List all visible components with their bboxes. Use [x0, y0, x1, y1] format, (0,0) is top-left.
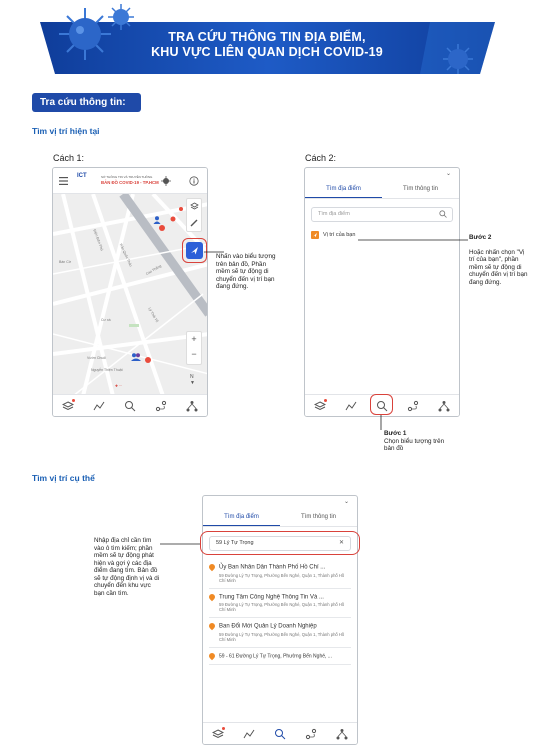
method3-note: Nhập địa chỉ cần tìm vào ô tìm kiếm; phần mềm sẽ tự động phát hiện và gợi ý các địa điểm đang tìm. Bản đồ sẽ tự động định vị và di chuyển đến khu vực bạn cần tìm.	[94, 537, 160, 597]
app-header-line2: BẢN ĐỒ COVID-19 - TP.HCM	[101, 180, 159, 185]
my-location-label: Vị trí của bạn	[323, 232, 356, 238]
result-item[interactable]	[209, 589, 351, 619]
title-line-2: KHU VỰC LIÊN QUAN DỊCH COVID-19	[151, 45, 383, 59]
map-label: Bàn Cờ	[59, 260, 72, 264]
tab-find-place[interactable]: Tìm địa điểm	[203, 510, 280, 526]
chevron-down-icon[interactable]: ⌄	[445, 171, 451, 177]
highlight-ring	[370, 394, 393, 415]
nav-route[interactable]	[304, 728, 318, 740]
route-icon	[305, 728, 317, 740]
step2-text: Hoặc nhấn chọn "Vị trí của bạn", phần mềm sẽ tự động di chuyển đến vị trí bạn đang đứng.	[469, 248, 528, 286]
step2-title: Bước 2	[469, 234, 492, 241]
map-view[interactable]	[53, 194, 208, 396]
map-label: Trần Quốc Thảo	[118, 242, 133, 268]
tabs	[203, 510, 357, 527]
result-item[interactable]	[209, 561, 351, 589]
callout-line	[160, 542, 200, 546]
search-value: 59 Lý Tự Trọng	[216, 540, 254, 546]
map-brand-logo: ✚ ···	[115, 384, 123, 388]
chart-icon	[93, 400, 105, 412]
subheading-specific-location: Tìm vị trí cụ thể	[32, 473, 95, 483]
nav-route[interactable]	[406, 400, 420, 412]
tabs	[305, 182, 459, 199]
pin-icon	[208, 563, 216, 571]
result-name: 59 - 61 Đường Lý Tự Trọng, Phường Bến Nghé, ...	[219, 653, 332, 660]
subheading-current-location: Tìm vị trí hiện tại	[32, 126, 100, 136]
clear-icon[interactable]: ✕	[338, 540, 344, 546]
bottom-nav	[53, 394, 207, 416]
highlight-ring	[200, 531, 360, 555]
virus-logo-icon	[161, 176, 171, 186]
zoom-controls	[186, 331, 202, 365]
nav-network[interactable]	[185, 400, 199, 412]
tab-find-info[interactable]: Tìm thông tin	[300, 514, 336, 520]
nav-layers[interactable]	[313, 400, 327, 412]
app-logo: ICT	[77, 173, 87, 179]
zoom-out-button[interactable]: −	[191, 349, 197, 359]
search-icon	[274, 728, 286, 740]
result-name: Ủy Ban Nhân Dân Thành Phố Hồ Chí ...	[219, 564, 326, 571]
method2-label: Cách 2:	[305, 153, 337, 163]
step1-text: Chọn biểu tượng trên bản đồ	[384, 437, 445, 452]
people-icon	[131, 353, 141, 361]
nav-network[interactable]	[437, 400, 451, 412]
map-label: Điện Biên Phủ	[92, 228, 104, 252]
map-label: Lý Thái Tổ	[147, 306, 160, 324]
app-header-line1: SỞ THÔNG TIN VÀ TRUYỀN THÔNG	[101, 175, 153, 179]
menu-icon[interactable]	[59, 177, 68, 185]
app-header	[53, 168, 208, 194]
map-label: Cư xá	[101, 318, 111, 322]
virus-icon	[106, 2, 136, 32]
nav-chart[interactable]	[242, 728, 256, 740]
tab-find-place[interactable]: Tìm địa điểm	[305, 182, 382, 198]
network-icon	[336, 728, 348, 740]
location-icon	[311, 231, 319, 239]
zoom-in-button[interactable]: +	[191, 334, 197, 344]
network-icon	[186, 400, 198, 412]
phone-map	[52, 167, 208, 417]
compass-icon[interactable]: N ▼	[190, 374, 195, 386]
result-address: 59 Đường Lý Tự Trọng, Phường Bến Nghé, Quận 1, Thành phố Hồ Chí Minh	[219, 572, 345, 583]
step1-title: Bước 1	[384, 430, 407, 437]
callout-line	[358, 238, 468, 242]
nav-layers[interactable]	[211, 728, 225, 740]
nav-search[interactable]	[123, 400, 137, 412]
result-address: 59 Đường Lý Tự Trọng, Phường Bến Nghé, Quận 1, Thành phố Hồ Chí Minh	[219, 631, 345, 642]
collapse-bar	[305, 168, 459, 182]
nav-network[interactable]	[335, 728, 349, 740]
map-layer-controls	[186, 198, 202, 232]
result-address: 59 Đường Lý Tự Trọng, Phường Bến Nghé, Quận 1, Thành phố Hồ Chí Minh	[219, 602, 345, 613]
result-name: Trung Tâm Công Nghệ Thông Tin Và ...	[219, 594, 324, 601]
pin-icon	[208, 622, 216, 630]
nav-layers[interactable]	[61, 400, 75, 412]
collapse-bar	[203, 496, 357, 510]
search-input[interactable]	[311, 207, 453, 222]
tab-find-info[interactable]: Tìm thông tin	[402, 186, 438, 192]
step1-note	[384, 430, 454, 453]
nav-route[interactable]	[154, 400, 168, 412]
route-icon	[407, 400, 419, 412]
banner-title	[0, 30, 534, 60]
pin-icon	[208, 592, 216, 600]
map-label: Cao Thắng	[145, 263, 163, 277]
section-pill: Tra cứu thông tin:	[32, 93, 141, 112]
search-icon	[124, 400, 136, 412]
bottom-nav	[203, 722, 357, 744]
map-label: Nguyễn Thiện Thuật	[91, 368, 123, 372]
locate-me-button[interactable]	[186, 242, 203, 259]
person-icon	[153, 216, 161, 224]
network-icon	[438, 400, 450, 412]
chart-icon	[345, 400, 357, 412]
method1-label: Cách 1:	[53, 153, 85, 163]
chart-icon	[243, 728, 255, 740]
callout-line	[379, 415, 383, 430]
result-name: Ban Đổi Mới Quản Lý Doanh Nghiệp	[219, 623, 317, 630]
result-item[interactable]	[209, 618, 351, 648]
search-icon	[439, 210, 447, 218]
map-label: Vườn Chuối	[87, 356, 107, 360]
nav-chart[interactable]	[344, 400, 358, 412]
step2-note	[469, 234, 529, 286]
method1-note: Nhấn vào biểu tượng trên bản đồ, Phần mềm sẽ tự động di chuyển đến vị trí bạn đang đứng.	[216, 253, 276, 290]
result-item[interactable]	[209, 648, 351, 665]
navigation-arrow-icon	[186, 242, 203, 259]
ruler-icon[interactable]	[190, 219, 199, 228]
layers-icon[interactable]	[190, 202, 199, 211]
results-list	[209, 561, 351, 665]
info-icon[interactable]	[189, 176, 199, 186]
route-icon	[155, 400, 167, 412]
chevron-down-icon[interactable]: ⌄	[343, 499, 349, 505]
phone-search	[304, 167, 460, 417]
search-placeholder: Tìm địa điểm	[318, 211, 350, 217]
title-line-1: TRA CỨU THÔNG TIN ĐỊA ĐIỂM,	[168, 30, 366, 44]
nav-chart[interactable]	[92, 400, 106, 412]
pin-icon	[208, 651, 216, 659]
nav-search[interactable]	[273, 728, 287, 740]
